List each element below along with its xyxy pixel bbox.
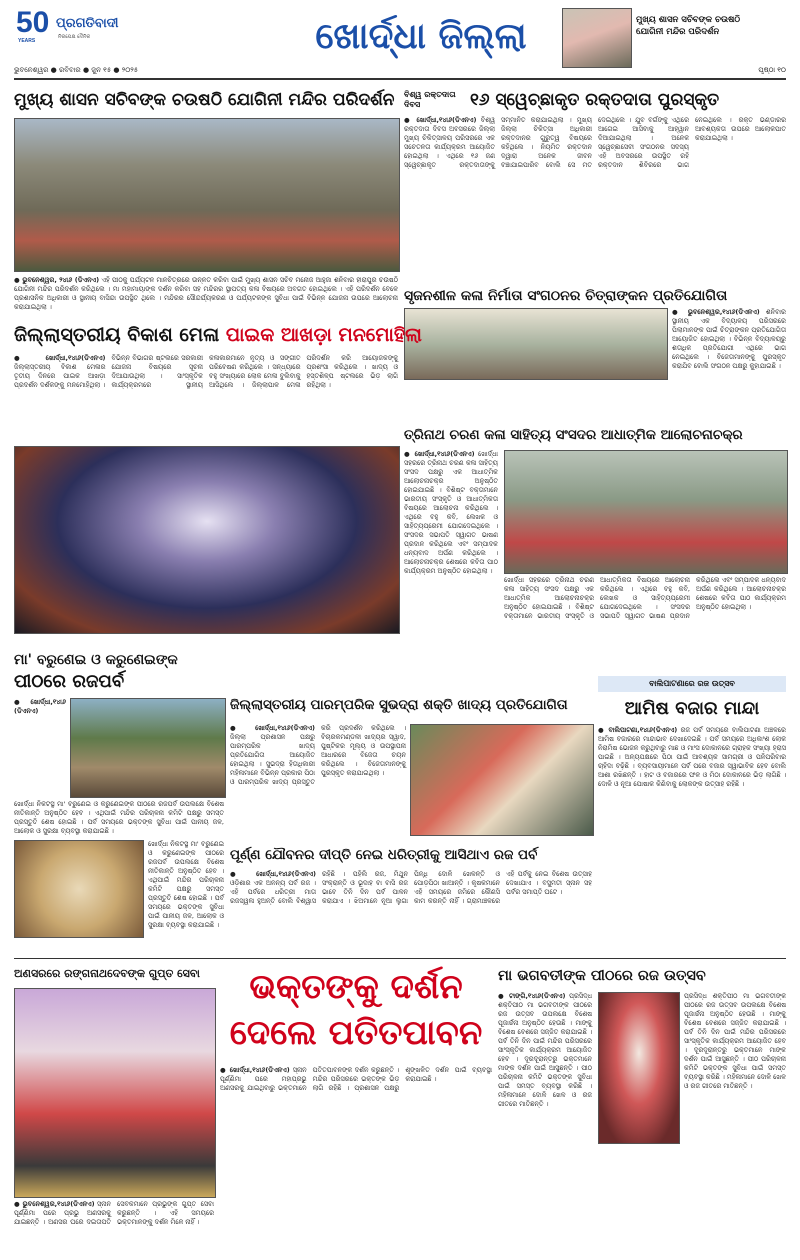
logo-years: YEARS xyxy=(18,38,36,44)
body-barunei-cont xyxy=(148,840,224,936)
byline-food-competition: ● ଖୋର୍ଦ୍ଧା,୧୪ା୬(ଡିଏନଏ) xyxy=(230,724,315,732)
headline-development-fair-part2: ପାଇକ ଆଖଡ଼ା ମନମୋହିଲା xyxy=(225,324,422,346)
headline-barunei-line1: ମା' ବରୁଣେଇ ଓ କରୁଣେଇଙ୍କ xyxy=(14,652,178,668)
paper-logo xyxy=(14,6,144,46)
body-spiritual-seminar-cont xyxy=(504,576,786,670)
text-development-fair: ଜିଲ୍ଲାସ୍ତରୀୟ ବିକାଶ ମେଳାର ତୃତୀୟ ଦିନରେ ପାଇକ ଆଖଡ଼ା ପ୍ରଦର୍ଶନ ଦର୍ଶକଙ୍କୁ ମନମୋହିଥିଲା । ବିଭିନ୍ନ ବିଭାଗର ଷ୍ଟଲରେ ସରକାରୀ ଯୋଜନା ବିଷୟରେ ସୂଚନା ଦିଆଯାଉଥିଲା । ସାଂସ୍କୃତିକ କାର୍ଯ୍ୟକ୍ରମରେ ସ୍ଥାନୀୟ କଳାକାରମାନେ ନୃତ୍ୟ ଓ ସଙ୍ଗୀତ ପରିବେଷଣ କରିଥିଲେ । ସନ୍ଧ୍ୟାରେ ବହୁ ସଂଖ୍ୟାରେ ଲୋକ ମେଳା ବୁଲିବାକୁ ଆସିଥିଲେ । ଜିଲ୍ଲାପାଳ ମେଳା ପରିଦର୍ଶନ କରି ଆୟୋଜକଙ୍କୁ ପ୍ରଶଂସା କରିଥିଲେ । ଖାଦ୍ୟ ଓ ହସ୍ତଶିଳ୍ପ ଷ୍ଟଲରେ ଭିଡ଼ ଲାଗି ରହିଥିଲା । xyxy=(14,354,398,389)
article-drawing-competition xyxy=(404,286,786,418)
headline-meat-market: ଆମିଷ ବଜାର ମାନ୍ଦା xyxy=(624,698,760,719)
headline-bhagabati: ମା ଭଗବତୀଙ୍କ ପୀଠରେ ରଜ ଉତ୍ସବ xyxy=(498,968,706,984)
byline-spiritual-seminar: ● ଖୋର୍ଦ୍ଧା,୧୪ା୬(ଡିଏନଏ) xyxy=(404,450,475,458)
photo-seminar xyxy=(504,450,788,574)
headline-raja-festival: ପୂର୍ଣ୍ଣ ଯୌବନର ଦୀପ୍ତି ନେଇ ଧରିତ୍ରୀକୁ ଆସିଥାଏ ରଜ ପର୍ବ xyxy=(230,847,538,863)
photo-food-competition xyxy=(410,724,594,836)
headline-patitapabana-line1: ଭକ୍ତଙ୍କୁ ଦର୍ଶନ xyxy=(249,967,463,1007)
article-spiritual-seminar xyxy=(404,424,786,672)
byline-barunei: ● ଖୋର୍ଦ୍ଧା,୧୪ା୬ (ଡିଏନଏ) xyxy=(14,698,66,715)
page-label: ପୃଷ୍ଠା ୧୦ xyxy=(758,66,786,74)
kicker-balipatna: ବାଲିପାଟଣାରେ ରଜ ଉତ୍ସବ xyxy=(598,676,786,692)
section-divider xyxy=(14,958,786,959)
photo-bhagabati xyxy=(598,992,680,1144)
paper-tagline: ନିରପେକ୍ଷ ଦୈନିକ xyxy=(58,34,91,40)
byline-meat-market: ● ବାଲିପାଟଣା,୧୪ା୬(ଡିଏନଏ) xyxy=(598,726,678,734)
headline-cs-visit: ମୁଖ୍ୟ ଶାସନ ସଚିବଙ୍କ ଚଉଷଠି ଯୋଗିନୀ ମନ୍ଦିର ପରିଦର୍ଶନ xyxy=(14,90,395,110)
text-raja-festival: ଓଡ଼ିଶାର ଏକ ଅନନ୍ୟ ପର୍ବ ରଜ । ଏହି ପର୍ବରେ ଧରିତ୍ରୀ ମାତା ରଜସ୍ୱଳା ହୁଅନ୍ତି ବୋଲି ବିଶ୍ୱାସ ରହିଛି । ପହିଲି ରଜ, ମିଥୁନ ସଂକ୍ରାନ୍ତି ଓ ଭୂଦାହ ବା ବାସି ରଜ ଭାବେ ତିନି ଦିନ ପର୍ବ ପାଳନ କରାଯାଏ । ଝିଅମାନେ ନୂଆ ଲୁଗା ପିନ୍ଧି ଦୋଳି ଖେଳନ୍ତି ଓ ପୋଡ଼ପିଠା ଖାଆନ୍ତି । କୃଷକମାନେ ଏହି ସମୟରେ ଜମିରେ କୌଣସି କାମ କରନ୍ତି ନାହିଁ । ଗ୍ରାମାଞ୍ଚଳରେ ଏହି ପର୍ବକୁ ନେଇ ବିଶେଷ ଉତ୍ସାହ ଦେଖାଯାଏ । ବସୁମତୀ ସ୍ନାନ ସହ ପର୍ବର ସମାପ୍ତି ଘଟେ । xyxy=(230,870,592,905)
headline-drawing-competition: ସୃଜନଶୀଳ କଳା ନିର୍ମାତା ସଂଗଠନର ଚିତ୍ରାଙ୍କନ ପ୍ରତିଯୋଗିତା xyxy=(404,288,728,304)
text-bhagabati-cont: ପ୍ରସିଦ୍ଧ ଶକ୍ତିପୀଠ ମା ଭଗବତୀଙ୍କ ପୀଠରେ ରଜ ଉତ୍ସବ ଉପଲକ୍ଷେ ବିଶେଷ ପୂଜାର୍ଚ୍ଚନା ଅନୁଷ୍ଠିତ ହେଉଛି । ମାଙ୍କୁ ବିଶେଷ ବେଶରେ ସଜ୍ଜିତ କରାଯାଇଛି । ପର୍ବ ତିନି ଦିନ ପାଇଁ ମନ୍ଦିର ପରିସରରେ ସାଂସ୍କୃତିକ କାର୍ଯ୍ୟକ୍ରମ ଆୟୋଜିତ ହେବ । ଦୂରଦୂରାନ୍ତରୁ ଭକ୍ତମାନେ ମାଙ୍କ ଦର୍ଶନ ପାଇଁ ଆସୁଛନ୍ତି । ପୀଠ ପରିଚାଳନା କମିଟି ଭକ୍ତଙ୍କ ସୁବିଧା ପାଇଁ ସମସ୍ତ ବ୍ୟବସ୍ଥା କରିଛି । ମହିଳାମାନେ ଦୋଳି ଖେଳ ଓ ରଜ ଗୀତରେ ମାତିଛନ୍ତି । xyxy=(684,992,786,1090)
text-bhagabati: ପ୍ରସିଦ୍ଧ ଶକ୍ତିପୀଠ ମା ଭଗବତୀଙ୍କ ପୀଠରେ ରଜ ଉତ୍ସବ ଉପଲକ୍ଷେ ବିଶେଷ ପୂଜାର୍ଚ୍ଚନା ଅନୁଷ୍ଠିତ ହେଉଛି । ମାଙ୍କୁ ବିଶେଷ ବେଶରେ ସଜ୍ଜିତ କରାଯାଇଛି । ପର୍ବ ତିନି ଦିନ ପାଇଁ ମନ୍ଦିର ପରିସରରେ ସାଂସ୍କୃତିକ କାର୍ଯ୍ୟକ୍ରମ ଆୟୋଜିତ ହେବ । ଦୂରଦୂରାନ୍ତରୁ ଭକ୍ତମାନେ ମାଙ୍କ ଦର୍ଶନ ପାଇଁ ଆସୁଛନ୍ତି । ପୀଠ ପରିଚାଳନା କମିଟି ଭକ୍ତଙ୍କ ସୁବିଧା ପାଇଁ ସମସ୍ତ ବ୍ୟବସ୍ଥା କରିଛି । ମହିଳାମାନେ ଦୋଳି ଖେଳ ଓ ରଜ ଗୀତରେ ମାତିଛନ୍ତି । xyxy=(498,992,592,1108)
headline-patitapabana-line2: ଦେଲେ ପତିତପାବନ xyxy=(229,1013,483,1053)
photo-drawing-competition xyxy=(404,308,668,380)
body-blood-donors xyxy=(404,116,786,276)
byline-patitapabana: ● ଖୋର୍ଦ୍ଧା,୧୪ା୬(ଡିଏନଏ) xyxy=(220,1066,290,1074)
headline-spiritual-seminar: ତ୍ରିନାଥ ଚରଣ କଳା ସାହିତ୍ୟ ସଂସଦର ଆଧାତ୍ମିକ ଆଲୋଚନାଚକ୍ର xyxy=(404,427,743,443)
text-blood-donors: ବିଶ୍ୱ ରକ୍ତଦାତା ଦିବସ ଅବସରରେ ଜିଲ୍ଲା ମୁଖ୍ୟ ଚିକିତ୍ସାଳୟ ପରିସରରେ ଏକ ସଚେତନତା କାର୍ଯ୍ୟକ୍ରମ ଆୟୋଜିତ ହୋଇଥିଲା । ଏଥିରେ ୧୬ ଜଣ ସ୍ୱେଚ୍ଛାକୃତ ରକ୍ତଦାତାଙ୍କୁ ସମ୍ମାନିତ କରାଯାଇଥିଲା । ମୁଖ୍ୟ ଜିଲ୍ଲା ଚିକିତ୍ସା ଅଧିକାରୀ ରକ୍ତଦାନର ଗୁରୁତ୍ୱ ବିଷୟରେ କହିଥିଲେ । ନିୟମିତ ରକ୍ତଦାନ ଦ୍ୱାରା ଅନେକ ଜୀବନ ବଞ୍ଚାଯାଇପାରିବ ବୋଲି ସେ ମତ ଦେଇଥିଲେ । ଯୁବ ବର୍ଗଙ୍କୁ ଏଥିରେ ଆଗେଇ ଆସିବାକୁ ଆହ୍ୱାନ ଦିଆଯାଇଥିଲା । ଅନେକ ସ୍ୱେଚ୍ଛାସେବୀ ସଂଗଠନର ସଦସ୍ୟ ଏହି ଅବସରରେ ଉପସ୍ଥିତ ରହି ରକ୍ତଦାନ ଶିବିରରେ ଭାଗ ନେଇଥିଲେ । ରକ୍ତ ଭଣ୍ଡାରର ଆବଶ୍ୟକତା ଉପରେ ଆଲୋକପାତ କରାଯାଇଥିଲା । xyxy=(404,116,786,169)
byline-blood-donors: ● ଖୋର୍ଦ୍ଧା,୧୪ା୬(ଡିଏନଏ) xyxy=(404,116,477,124)
byline-development-fair: ● ଖୋର୍ଦ୍ଧା,୧୪ା୬(ଡିଏନଏ) xyxy=(14,354,106,362)
paper-name: ପ୍ରଗତିବାଦୀ xyxy=(56,16,119,31)
article-patitapabana xyxy=(220,964,492,1254)
body-bhagabati-cont xyxy=(684,992,786,1254)
text-spiritual-seminar-cont: ଖୋର୍ଦ୍ଧା ସହରରେ ତ୍ରିନାଥ ଚରଣ କଳା ସାହିତ୍ୟ ସଂସଦ ପକ୍ଷରୁ ଏକ ଆଧାତ୍ମିକ ଆଲୋଚନାଚକ୍ର ଅନୁଷ୍ଠିତ ହୋଇଯାଇଛି । ବିଶିଷ୍ଟ ବକ୍ତାମାନେ ଭାରତୀୟ ସଂସ୍କୃତି ଓ ଆଧାତ୍ମିକତା ବିଷୟରେ ଆଲୋଚନା କରିଥିଲେ । ଏଥିରେ ବହୁ କବି, ଲେଖକ ଓ ସାହିତ୍ୟପ୍ରେମୀ ଯୋଗଦେଇଥିଲେ । ସଂସଦର ସଭାପତି ସ୍ୱାଗତ ଭାଷଣ ପ୍ରଦାନ କରିଥିଲେ ଏବଂ ସମ୍ପାଦକ ଧନ୍ୟବାଦ ଅର୍ପଣ କରିଥିଲେ । ଆଲୋଚନାଚକ୍ର ଶେଷରେ କବିତା ପାଠ କାର୍ଯ୍ୟକ୍ରମ ଅନୁଷ୍ଠିତ ହୋଇଥିଲା । xyxy=(504,576,786,620)
text-meat-market: ରଜ ପର୍ବ ସମୟରେ ବାଲିପାଟଣା ଅଞ୍ଚଳରେ ଆମିଷ ବଜାରରେ ମାନ୍ଦାଭାବ ଦେଖାଦେଇଛି । ପର୍ବ ସମୟରେ ଅଧିକାଂଶ ଲୋକ ନିରାମିଷ ଭୋଜନ କରୁଥିବାରୁ ମାଛ ଓ ମାଂସ ଦୋକାନରେ ଗ୍ରାହକ ସଂଖ୍ୟା ହ୍ରାସ ପାଇଛି । ଅନ୍ୟପକ୍ଷରେ ପିଠା ପାଇଁ ଆବଶ୍ୟକ ସାମଗ୍ରୀ ଓ ପନିପରିବାର ଚାହିଦା ବଢ଼ିଛି । ବ୍ୟବସାୟୀମାନେ ପର୍ବ ପରେ ବଜାର ସ୍ୱାଭାବିକ ହେବ ବୋଲି ଆଶା ରଖିଛନ୍ତି । ହାଟ ଓ ବଜାରରେ ଫଳ ଓ ମିଠା ଦୋକାନରେ ଭିଡ଼ ଲାଗିଛି । ଦୋଳି ଓ ନୂଆ ପୋଷାକ କିଣିବାକୁ ଲୋକଙ୍କ ଉତ୍ସାହ ରହିଛି । xyxy=(598,726,786,788)
body-development-fair xyxy=(14,354,398,440)
headline-food-competition: ଜିଲ୍ଲାସ୍ତରୀୟ ପାରମ୍ପରିକ ସୁଭଦ୍ରା ଶକ୍ତି ଖାଦ୍ୟ ପ୍ରତିଯୋଗିତା xyxy=(230,697,568,713)
article-raja-festival xyxy=(230,844,592,952)
byline-raja-festival: ● ଖୋର୍ଦ୍ଧା,୧୪ା୬(ଡିଏନଏ) xyxy=(230,870,316,878)
text-barunei: ଖୋର୍ଦ୍ଧା ନିକଟସ୍ଥ ମା' ବରୁଣେଇ ଓ କରୁଣେଇଙ୍କ ପୀଠରେ ରଜପର୍ବ ଉପଲକ୍ଷେ ବିଶେଷ ନୀତିକାନ୍ତି ଅନୁଷ୍ଠିତ ହେବ । ଏଥିପାଇଁ ମନ୍ଦିର ପରିଚାଳନା କମିଟି ପକ୍ଷରୁ ସମସ୍ତ ପ୍ରସ୍ତୁତି ଶେଷ ହୋଇଛି । ପର୍ବ ସମୟରେ ଭକ୍ତଙ୍କ ସୁବିଧା ପାଇଁ ପାନୀୟ ଜଳ, ଆଲୋକ ଓ ସୁରକ୍ଷା ବ୍ୟବସ୍ଥା କରାଯାଇଛି । xyxy=(14,800,224,835)
byline-drawing-competition: ● ଭୁବନେଶ୍ୱର,୧୪ା୬(ଡିଏନଏ) xyxy=(672,308,760,316)
section-title: ଖୋର୍ଦ୍ଧା ଜିଲ୍ଲା xyxy=(315,16,527,57)
article-food-competition xyxy=(230,694,592,840)
body-patitapabana xyxy=(220,1066,492,1252)
headline-barunei-line2: ପୀଠରେ ରଜପର୍ବ xyxy=(14,671,125,692)
byline-ranganath: ● ଭୁବନେଶ୍ୱର,୧୪ା୬(ଡିଏନଏ) xyxy=(14,1200,95,1208)
article-bhagabati xyxy=(498,964,786,1254)
body-spiritual-seminar xyxy=(404,450,498,670)
body-meat-market xyxy=(598,726,786,948)
headline-development-fair-part1: ଜିଲ୍ଲାସ୍ତରୀୟ ବିକାଶ ମେଳା xyxy=(14,324,226,346)
body-cs-visit xyxy=(14,276,398,314)
byline-bhagabati: ● ଟାଙ୍ଗି,୧୪ା୬(ଡିଏନଏ) xyxy=(498,992,566,1000)
photo-raja-pitha xyxy=(14,840,144,938)
text-drawing-competition: ଶନିବାର ସ୍ଥାନୀୟ ଏକ ବିଦ୍ୟାଳୟ ପରିସରରେ ପିଲାମାନଙ୍କ ପାଇଁ ଚିତ୍ରାଙ୍କନ ପ୍ରତିଯୋଗିତା ଆୟୋଜିତ ହୋଇଥିଲା । ବିଭିନ୍ନ ବିଦ୍ୟାଳୟରୁ ଶତାଧିକ ପ୍ରତିଯୋଗୀ ଏଥିରେ ଭାଗ ନେଇଥିଲେ । ବିଜେତାମାନଙ୍କୁ ପୁରସ୍କୃତ କରାଯିବ ବୋଲି ସଂଗଠନ ପକ୍ଷରୁ କୁହାଯାଇଛି । xyxy=(672,308,786,370)
masthead-rule xyxy=(14,78,786,80)
headline-development-fair xyxy=(14,320,422,350)
promo-text: ମୁଖ୍ୟ ଶାସନ ସଚିବଙ୍କ ଚଉଷଠି ଯୋଗିନୀ ମନ୍ଦିର ପରିଦର୍ଶନ xyxy=(636,15,741,37)
text-patitapabana: ସ୍ନାନ ପୂର୍ଣ୍ଣିମା ପରେ ମହାପ୍ରଭୁ ଅଣସରକୁ ଯାଇଥିବାରୁ ଭକ୍ତମାନେ ପତିତପାବନଙ୍କ ଦର୍ଶନ କରୁଛନ୍ତି । ମନ୍ଦିର ପରିସରରେ ଭକ୍ତଙ୍କ ଭିଡ଼ ଲାଗି ରହିଛି । ପ୍ରଶାସନ ପକ୍ଷରୁ ଶୃଙ୍ଖଳିତ ଦର୍ଶନ ପାଇଁ ବ୍ୟବସ୍ଥା କରାଯାଇଛି । xyxy=(220,1066,492,1092)
article-barunei-raja xyxy=(14,650,224,940)
text-food-competition: ଜିଲ୍ଲା ପ୍ରଶାସନ ପକ୍ଷରୁ ପାରମ୍ପରିକ ଖାଦ୍ୟ ପ୍ରତିଯୋଗିତା ଆୟୋଜିତ ହୋଇଥିଲା । ସୁଭଦ୍ରା ହିତାଧିକାରୀ ମହିଳାମାନେ ବିଭିନ୍ନ ପ୍ରକାର ପିଠା ଓ ପାରମ୍ପରିକ ଖାଦ୍ୟ ପ୍ରସ୍ତୁତ କରି ପ୍ରଦର୍ଶନ କରିଥିଲେ । ବିଚାରକମଣ୍ଡଳୀ ଖାଦ୍ୟର ସ୍ୱାଦ, ପୁଷ୍ଟିକର ମୂଲ୍ୟ ଓ ଉପସ୍ଥାପନା ଆଧାରରେ ବିଜେତା ଚୟନ କରିଥିଲେ । ବିଜେତାମାନଙ୍କୁ ପୁରସ୍କୃତ କରାଯାଇଥିଲା । xyxy=(230,724,406,786)
photo-paika-akhada xyxy=(14,446,400,634)
text-ranganath: ସ୍ନାନ ପୂର୍ଣ୍ଣିମା ପରେ ପ୍ରଭୁ ଅଣସରକୁ ଯାଇଛନ୍ତି । ଅଣସର ଘରେ ଦଇତାପତି ସେବକମାନେ ପ୍ରଭୁଙ୍କ ଗୁପ୍ତ ସେବା କରୁଛନ୍ତି । ଏହି ସମୟରେ ଭକ୍ତମାନଙ୍କୁ ଦର୍ଶନ ମିଳେ ନାହିଁ । xyxy=(14,1200,214,1226)
body-bhagabati xyxy=(498,992,592,1254)
text-barunei-cont: ଖୋର୍ଦ୍ଧା ନିକଟସ୍ଥ ମା' ବରୁଣେଇ ଓ କରୁଣେଇଙ୍କ ପୀଠରେ ରଜପର୍ବ ଉପଲକ୍ଷେ ବିଶେଷ ନୀତିକାନ୍ତି ଅନୁଷ୍ଠିତ ହେବ । ଏଥିପାଇଁ ମନ୍ଦିର ପରିଚାଳନା କମିଟି ପକ୍ଷରୁ ସମସ୍ତ ପ୍ରସ୍ତୁତି ଶେଷ ହୋଇଛି । ପର୍ବ ସମୟରେ ଭକ୍ତଙ୍କ ସୁବିଧା ପାଇଁ ପାନୀୟ ଜଳ, ଆଲୋକ ଓ ସୁରକ୍ଷା ବ୍ୟବସ୍ଥା କରାଯାଇଛି । xyxy=(148,840,224,929)
body-ranganath xyxy=(14,1200,214,1254)
body-barunei-text xyxy=(14,800,224,836)
dateline: ଭୁବନେଶ୍ୱର ● ରବିବାର ● ଜୁନ ୧୫ ● ୨୦୨୫ xyxy=(14,66,139,74)
text-cs-visit: ଏହି ପୀଠକୁ ପର୍ଯ୍ୟଟନ ମାନଚିତ୍ରରେ ଉନ୍ନତ କରିବା ପାଇଁ ମୁଖ୍ୟ ଶାସନ ସଚିବ ମନୋଜ ଆହୁଜା ଶନିବାର ହୀରାପୁର ଚଉଷଠି ଯୋଗିନୀ ମନ୍ଦିର ପରିଦର୍ଶନ କରିଥିଲେ । ମା ମହାମାୟାଙ୍କ ଦର୍ଶନ କରିବା ସହ ମନ୍ଦିରର ସ୍ଥାପତ୍ୟ କଳା ବିଷୟରେ ଅବଗତ ହୋଇଥିଲେ । ଏହି ପରିଦର୍ଶନ ବେଳେ ପ୍ରଶାସନିକ ଅଧିକାରୀ ଓ ସ୍ଥାନୀୟ ବାସିନ୍ଦା ଉପସ୍ଥିତ ଥିଲେ । ମନ୍ଦିରର ସୌନ୍ଦର୍ଯ୍ୟକରଣ ଓ ପର୍ଯ୍ୟଟକଙ୍କ ସୁବିଧା ପାଇଁ ବିଭିନ୍ନ ଯୋଜନା ଉପରେ ଆଲୋଚନା କରାଯାଇଥିଲା । xyxy=(14,276,398,311)
body-food-competition xyxy=(230,724,406,838)
promo-photo xyxy=(562,8,632,68)
photo-barunei-temple xyxy=(70,698,226,798)
headline-ranganath: ଅଣସରରେ ରଙ୍ଗନାଥଦେବଙ୍କ ଗୁପ୍ତ ସେବା xyxy=(14,967,200,980)
kicker-blood-donor-day: ବିଶ୍ୱ ରକ୍ତଦାତା ଦିବସ xyxy=(404,90,456,109)
headline-blood-donors: ୧୬ ସ୍ୱେଚ୍ଛାକୃତ ରକ୍ତଦାତା ପୁରସ୍କୃତ xyxy=(470,90,720,110)
photo-temple-visit xyxy=(14,118,400,272)
article-ranganath xyxy=(14,964,214,1254)
body-barunei xyxy=(14,698,66,794)
body-raja-festival xyxy=(230,870,592,950)
byline-cs-visit: ● ଭୁବନେଶ୍ୱର, ୨୪ା୬ (ଡିଏନଏ) xyxy=(14,276,100,284)
logo-number: 50 xyxy=(16,6,50,39)
text-spiritual-seminar: ଖୋର୍ଦ୍ଧା ସହରରେ ତ୍ରିନାଥ ଚରଣ କଳା ସାହିତ୍ୟ ସଂସଦ ପକ୍ଷରୁ ଏକ ଆଧାତ୍ମିକ ଆଲୋଚନାଚକ୍ର ଅନୁଷ୍ଠିତ ହୋଇଯାଇଛି । ବିଶିଷ୍ଟ ବକ୍ତାମାନେ ଭାରତୀୟ ସଂସ୍କୃତି ଓ ଆଧାତ୍ମିକତା ବିଷୟରେ ଆଲୋଚନା କରିଥିଲେ । ଏଥିରେ ବହୁ କବି, ଲେଖକ ଓ ସାହିତ୍ୟପ୍ରେମୀ ଯୋଗଦେଇଥିଲେ । ସଂସଦର ସଭାପତି ସ୍ୱାଗତ ଭାଷଣ ପ୍ରଦାନ କରିଥିଲେ ଏବଂ ସମ୍ପାଦକ ଧନ୍ୟବାଦ ଅର୍ପଣ କରିଥିଲେ । ଆଲୋଚନାଚକ୍ର ଶେଷରେ କବିତା ପାଠ କାର୍ଯ୍ୟକ୍ରମ ଅନୁଷ୍ଠିତ ହୋଇଥିଲା । xyxy=(404,450,498,575)
article-meat-market xyxy=(598,676,786,952)
photo-ranganath xyxy=(14,988,216,1198)
masthead xyxy=(14,6,786,86)
article-blood-donors xyxy=(404,88,786,278)
body-drawing-competition xyxy=(672,308,786,412)
article-development-fair xyxy=(14,320,422,642)
article-cs-visit xyxy=(14,88,398,314)
